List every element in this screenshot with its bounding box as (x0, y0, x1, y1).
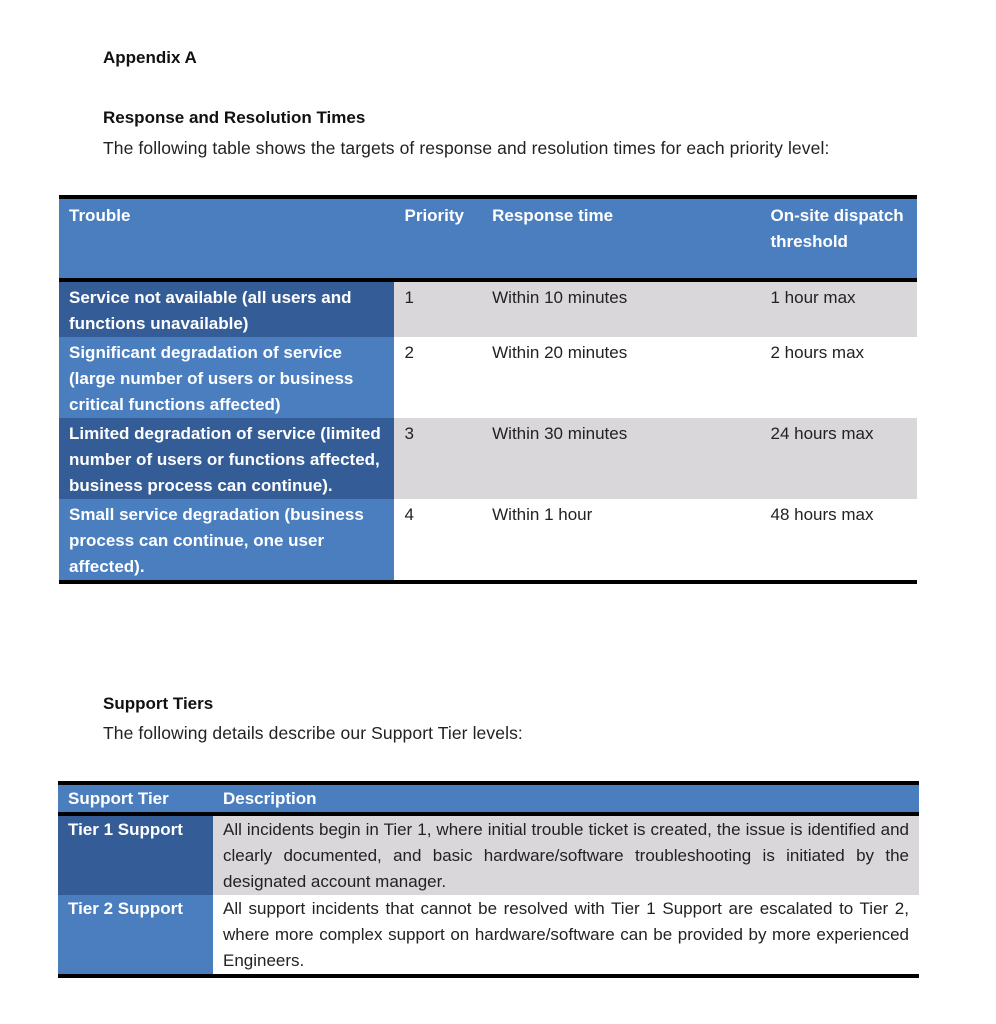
tier-cell: Tier 1 Support (58, 814, 213, 895)
table-row (59, 280, 917, 337)
response-time-cell: Within 1 hour (482, 499, 760, 582)
dispatch-cell: 2 hours max (761, 337, 918, 418)
response-times-table (59, 195, 917, 584)
table-row (58, 814, 919, 895)
priority-cell: 3 (394, 418, 482, 499)
table-row (59, 337, 917, 418)
dispatch-cell: 24 hours max (761, 418, 918, 499)
dispatch-cell: 48 hours max (761, 499, 918, 582)
table-row (59, 499, 917, 582)
header-trouble: Trouble (69, 206, 131, 225)
trouble-cell: Significant degradation of service (large number of users or business critical functions affected) (59, 337, 394, 418)
support-tiers-table (58, 781, 919, 978)
response-time-cell: Within 20 minutes (482, 337, 760, 418)
header-priority: Priority (404, 206, 465, 225)
tier-cell: Tier 2 Support (58, 895, 213, 976)
response-section-intro: The following table shows the targets of response and resolution times for each priority level: (103, 138, 830, 158)
table-row (58, 895, 919, 976)
response-section-heading: Response and Resolution Times (103, 108, 366, 127)
priority-cell: 2 (394, 337, 482, 418)
header-support-tier: Support Tier (68, 789, 169, 808)
priority-cell: 1 (394, 280, 482, 337)
priority-cell: 4 (394, 499, 482, 582)
support-tiers-heading: Support Tiers (103, 694, 214, 713)
description-cell: All incidents begin in Tier 1, where initial trouble ticket is created, the issue is identified and clearly documented, and basic hardware/software troubleshooting is initiated by the designated account manager. (213, 814, 919, 895)
trouble-cell: Service not available (all users and functions unavailable) (59, 280, 394, 337)
header-description: Description (223, 789, 317, 808)
response-time-cell: Within 30 minutes (482, 418, 760, 499)
trouble-cell: Small service degradation (business process can continue, one user affected). (59, 499, 394, 582)
description-cell: All support incidents that cannot be resolved with Tier 1 Support are escalated to Tier 2, where more complex support on hardware/software can be provided by more experienced Engineers. (213, 895, 919, 976)
response-table-header-row (59, 197, 917, 280)
header-response-time: Response time (492, 206, 614, 225)
trouble-cell: Limited degradation of service (limited number of users or functions affected, business process can continue). (59, 418, 394, 499)
dispatch-cell: 1 hour max (761, 280, 918, 337)
table-row (59, 418, 917, 499)
appendix-title: Appendix A (103, 48, 197, 67)
response-time-cell: Within 10 minutes (482, 280, 760, 337)
header-dispatch-threshold: On-site dispatch threshold (770, 206, 904, 251)
support-tiers-intro: The following details describe our Support Tier levels: (103, 723, 523, 743)
tiers-table-header-row (58, 783, 919, 814)
